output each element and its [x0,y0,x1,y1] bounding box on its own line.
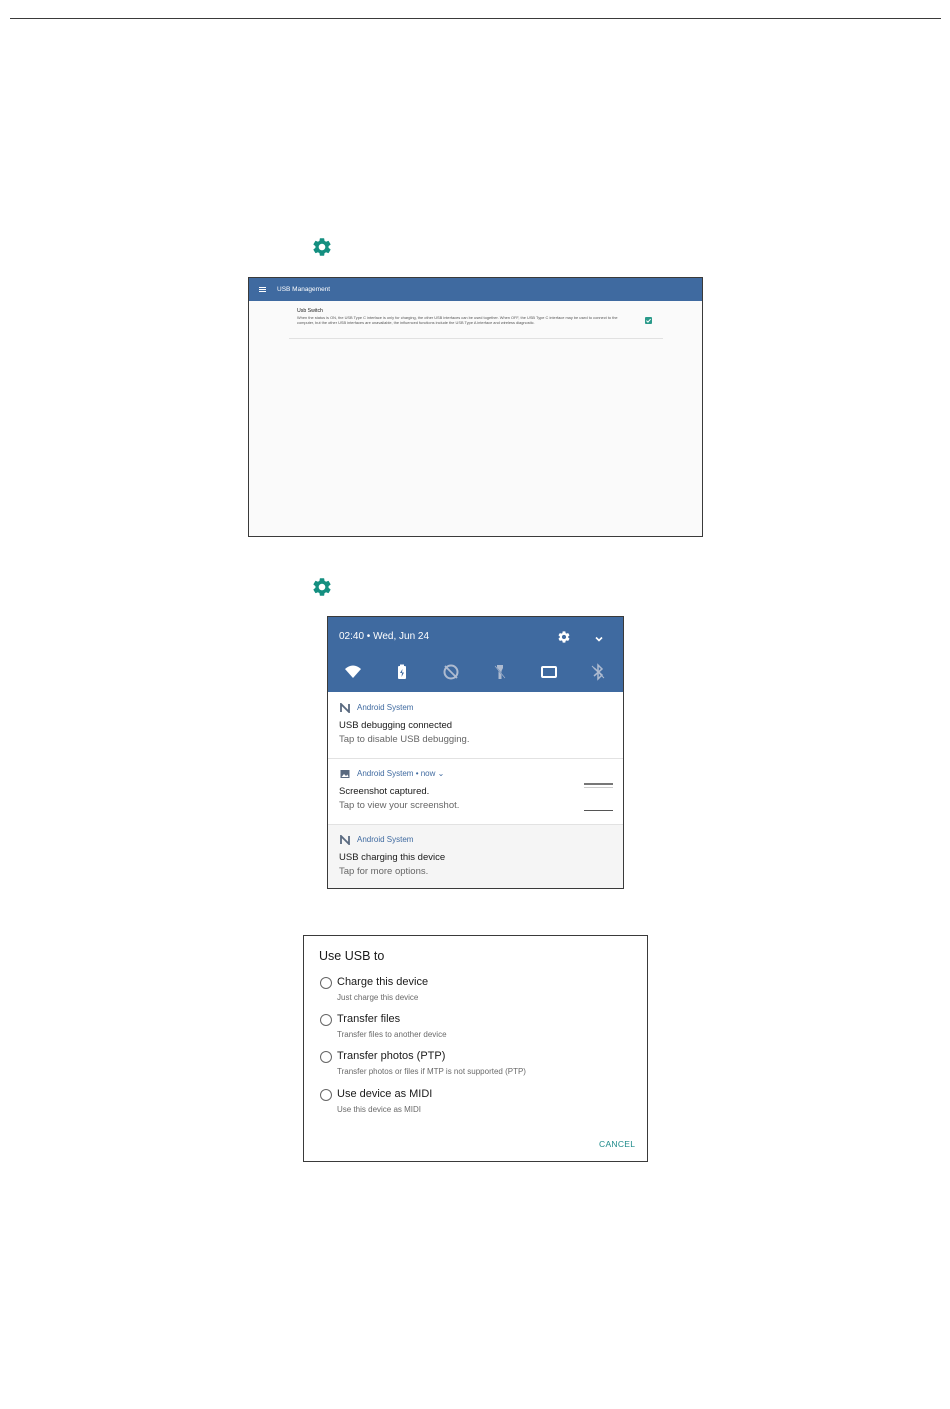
wifi-icon[interactable] [344,663,362,681]
use-usb-dialog [303,935,648,1162]
screenshot-thumbnail[interactable] [584,783,613,811]
option-label: Transfer files [337,1013,401,1025]
option-subtitle: Transfer photos or files if MTP is not supported (PTP) [337,1067,526,1076]
option-label: Transfer photos (PTP) [337,1050,446,1062]
option-label: Charge this device [337,976,429,988]
shade-time-date: 02:40 • Wed, Jun 24 [339,631,430,642]
settings-gear-icon [311,576,333,598]
screen-icon[interactable] [540,663,558,681]
notification-title: USB charging this device [339,852,446,863]
notification-shade [327,616,624,889]
usb-management-screen [248,277,703,537]
bluetooth-off-icon[interactable] [589,663,607,681]
option-midi[interactable] [320,1087,620,1123]
notification-usb-charging[interactable] [328,825,623,889]
option-subtitle: Use this device as MIDI [337,1105,422,1114]
notification-app-name: Android System [357,703,414,712]
menu-icon[interactable] [259,287,266,292]
usb-switch-description: When the status is ON, the USB Type C interface is only for charging, the other USB interfaces can be used together. When OFF, the USB Type C interface may be used to connect to the computer, but the other USB interfaces are unavailable, the influenced functions include the USB Type A interface and wireless diagnostic. [297,315,618,325]
notification-text: Tap to view your screenshot. [339,800,460,811]
flashlight-off-icon[interactable] [491,663,509,681]
notification-screenshot[interactable] [328,759,623,825]
settings-gear-icon [311,236,333,258]
image-icon [340,769,350,779]
option-transfer-files[interactable] [320,1012,620,1048]
quick-settings-row [328,663,623,683]
option-subtitle: Transfer files to another device [337,1030,447,1039]
radio-button[interactable] [320,1089,332,1101]
radio-button[interactable] [320,1014,332,1026]
shade-header [328,617,623,692]
option-charge-device[interactable] [320,975,620,1011]
cancel-button[interactable]: CANCEL [599,1139,636,1149]
option-transfer-photos[interactable] [320,1049,620,1085]
usb-switch-row[interactable] [289,308,663,339]
notification-app-name: Android System [357,835,414,844]
header-rule [10,18,941,19]
chevron-down-icon[interactable] [593,632,605,644]
notification-text: Tap to disable USB debugging. [339,734,470,745]
option-label: Use device as MIDI [337,1088,433,1100]
radio-button[interactable] [320,1051,332,1063]
notification-title: Screenshot captured. [339,786,430,797]
usb-switch-checkbox[interactable] [645,317,652,324]
option-subtitle: Just charge this device [337,993,419,1002]
gear-icon[interactable] [557,630,571,644]
notification-title: USB debugging connected [339,720,453,731]
usb-toolbar [249,278,702,301]
android-n-icon [340,703,350,713]
dialog-title: Use USB to [319,949,385,963]
notification-usb-debugging[interactable] [328,693,623,759]
usb-toolbar-title: USB Management [277,286,331,293]
battery-icon[interactable] [393,663,411,681]
data-saver-off-icon[interactable] [442,663,460,681]
notification-text: Tap for more options. [339,866,429,877]
usb-switch-title: Usb Switch [297,308,323,314]
android-n-icon [340,835,350,845]
radio-button[interactable] [320,977,332,989]
notification-app-name: Android System • now ⌄ [357,769,445,778]
